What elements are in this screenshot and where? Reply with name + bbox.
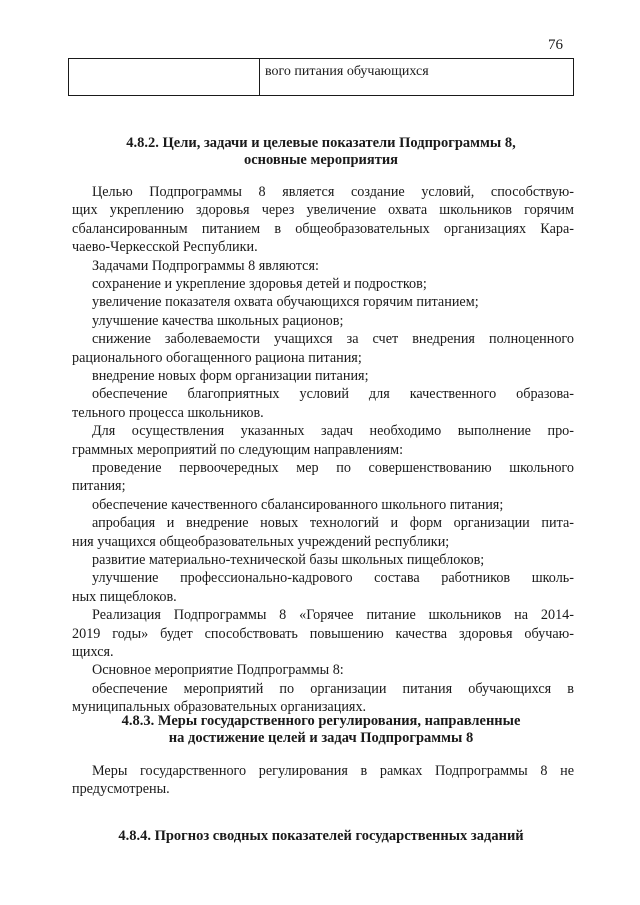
text-line: Задачами Подпрограммы 8 являются: (92, 257, 319, 274)
table-cell-text: вого питания обучающихся (265, 64, 429, 79)
page-number: 76 (548, 37, 563, 53)
heading-line: 4.8.3. Меры государственного регулирования, направленные (121, 713, 521, 729)
text-line: улучшение качества школьных рационов; (92, 312, 344, 329)
text-line: апробация и внедрение новых технологий и форм организации пита- (92, 515, 574, 532)
text-line: снижение заболеваемости учащихся за счет внедрения полноценного (92, 331, 574, 348)
text-line: муниципальных образовательных организациях. (72, 699, 367, 716)
section-heading-4-8-2 (68, 135, 574, 169)
text-line: обеспечение качественного сбалансированного школьного питания; (92, 496, 504, 513)
text-line: проведение первоочередных мер по совершенствованию школьного (92, 460, 574, 476)
section-heading-4-8-3 (68, 713, 574, 747)
text-line: обеспечение мероприятий по организации питания обучающихся в (92, 680, 574, 697)
section-body-4-8-3 (72, 762, 574, 799)
text-line: питания; (72, 478, 126, 495)
heading-line: 4.8.4. Прогноз сводных показателей государственных заданий (118, 828, 524, 844)
section-body-4-8-2 (72, 183, 574, 717)
section-heading-4-8-4 (68, 828, 574, 845)
heading-line: 4.8.2. Цели, задачи и целевые показатели Подпрограммы 8, (126, 135, 516, 151)
text-line: улучшение профессионально-кадрового состава работников школь- (92, 570, 574, 587)
text-line: чаево-Черкесской Республики. (72, 239, 258, 256)
text-line: сохранение и укрепление здоровья детей и подростков; (92, 275, 427, 292)
text-line: 2019 годы» будет способствовать повышению качества здоровья обучаю- (72, 625, 574, 642)
text-line: обеспечение благоприятных условий для качественного образова- (92, 386, 574, 403)
continued-table (68, 58, 574, 96)
heading-line: на достижение целей и задач Подпрограммы 8 (168, 730, 474, 746)
text-line: ния учащихся общеобразовательных учреждений республики; (72, 533, 450, 550)
text-line: Целью Подпрограммы 8 является создание условий, способствую- (92, 184, 574, 200)
text-line: рационального обогащенного рациона питания; (72, 349, 362, 366)
heading-line: основные мероприятия (243, 152, 399, 168)
text-line: граммных мероприятий по следующим направлениям: (72, 441, 404, 458)
text-line: ных пищеблоков. (72, 588, 177, 605)
text-line: сбалансированным питанием в общеобразовательных организациях Кара- (72, 220, 574, 237)
text-line: Для осуществления указанных задач необходимо выполнение про- (92, 423, 574, 440)
table-column-divider (259, 59, 260, 95)
text-line: Основное мероприятие Подпрограммы 8: (92, 662, 344, 679)
text-line: щихся. (72, 643, 114, 660)
text-line: Меры государственного регулирования в рамках Подпрограммы 8 не (92, 763, 574, 779)
text-line: Реализация Подпрограммы 8 «Горячее питание школьников на 2014- (92, 607, 574, 624)
text-line: тельного процесса школьников. (72, 404, 264, 421)
text-line: внедрение новых форм организации питания; (92, 368, 369, 384)
text-line: щих укреплению здоровья через увеличение охвата школьников горячим (72, 202, 574, 219)
text-line: развитие материально-технической базы школьных пищеблоков; (92, 552, 485, 568)
text-line: увеличение показателя охвата обучающихся горячим питанием; (92, 294, 479, 311)
text-line: предусмотрены. (72, 781, 170, 798)
